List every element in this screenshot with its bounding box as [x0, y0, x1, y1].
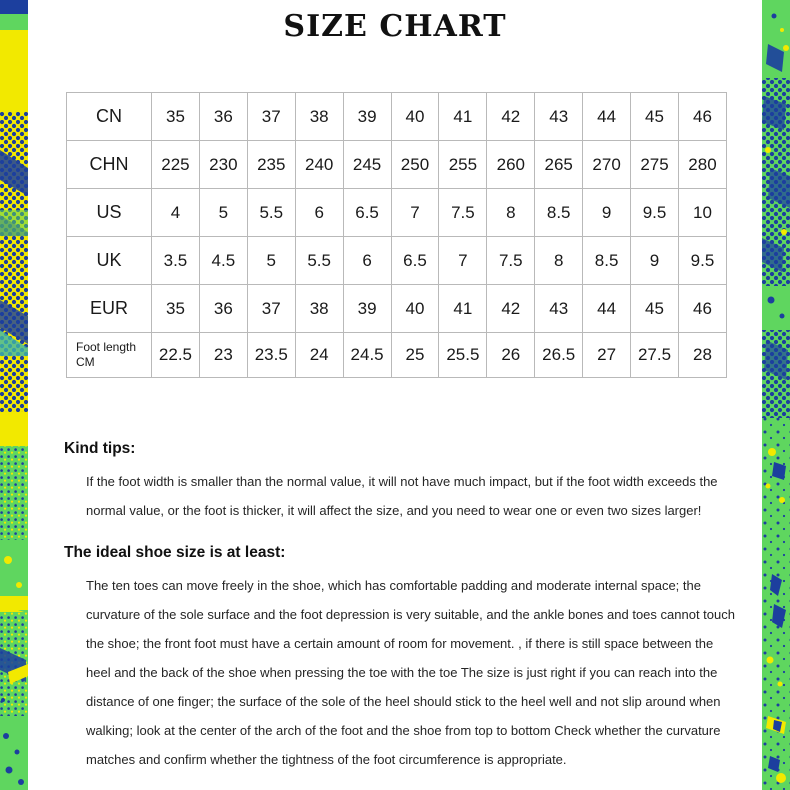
page-title: SIZE CHART — [283, 9, 507, 44]
table-cell: 39 — [343, 93, 391, 141]
table-cell: 42 — [487, 93, 535, 141]
table-cell: 6.5 — [391, 237, 439, 285]
table-cell: 43 — [535, 285, 583, 333]
table-cell: 46 — [678, 285, 726, 333]
table-cell: 4.5 — [199, 237, 247, 285]
table-cell: 235 — [247, 141, 295, 189]
row-label: CHN — [67, 141, 152, 189]
table-cell: 270 — [583, 141, 631, 189]
table-cell: 240 — [295, 141, 343, 189]
table-cell: 23.5 — [247, 333, 295, 378]
table-cell: 24.5 — [343, 333, 391, 378]
table-cell: 275 — [631, 141, 679, 189]
table-cell: 7.5 — [487, 237, 535, 285]
table-cell: 45 — [631, 93, 679, 141]
table-cell: 10 — [678, 189, 726, 237]
table-cell: 7 — [439, 237, 487, 285]
table-cell: 7.5 — [439, 189, 487, 237]
table-cell: 26 — [487, 333, 535, 378]
table-cell: 40 — [391, 93, 439, 141]
table-cell: 260 — [487, 141, 535, 189]
ideal-size-body: The ten toes can move freely in the shoe, which has comfortable padding and moderate internal space; the curvature of the sole surface and the foot depression is very suitable, and the ankle bones and toes cannot touch the shoe; the front foot must have a certain amount of room for movement. , if there is still space between the heel and the back of the shoe when pressing the toe with the toe The size is just right if you can reach into the distance of one finger; the surface of the sole of the heel should stick to the heel well and not slip around when walking; look at the center of the arch of the foot and the shoe from top to bottom Check whether the curvature matches and confirm whether the tightness of the foot circumference is appropriate. — [86, 578, 735, 767]
row-label: EUR — [67, 285, 152, 333]
table-cell: 3.5 — [152, 237, 200, 285]
table-cell: 42 — [487, 285, 535, 333]
table-cell: 38 — [295, 285, 343, 333]
table-row — [67, 93, 727, 141]
table-cell: 45 — [631, 285, 679, 333]
table-cell: 5.5 — [295, 237, 343, 285]
size-chart-table-body — [67, 93, 727, 378]
table-cell: 5 — [199, 189, 247, 237]
table-cell: 245 — [343, 141, 391, 189]
table-cell: 8.5 — [535, 189, 583, 237]
table-row — [67, 141, 727, 189]
row-label: CN — [67, 93, 152, 141]
table-cell: 8 — [487, 189, 535, 237]
table-cell: 6 — [295, 189, 343, 237]
table-cell: 27.5 — [631, 333, 679, 378]
row-label: UK — [67, 237, 152, 285]
table-row — [67, 189, 727, 237]
table-cell: 250 — [391, 141, 439, 189]
table-cell: 43 — [535, 93, 583, 141]
table-cell: 37 — [247, 285, 295, 333]
table-row — [67, 285, 727, 333]
table-cell: 6.5 — [343, 189, 391, 237]
table-cell: 6 — [343, 237, 391, 285]
table-cell: 41 — [439, 93, 487, 141]
table-cell: 255 — [439, 141, 487, 189]
table-cell: 22.5 — [152, 333, 200, 378]
table-cell: 9 — [583, 189, 631, 237]
table-cell: 26.5 — [535, 333, 583, 378]
table-cell: 8.5 — [583, 237, 631, 285]
table-cell: 8 — [535, 237, 583, 285]
table-cell: 39 — [343, 285, 391, 333]
table-cell: 40 — [391, 285, 439, 333]
kind-tips-block — [64, 440, 740, 525]
table-cell: 36 — [199, 285, 247, 333]
table-cell: 25 — [391, 333, 439, 378]
size-chart-table-wrapper — [66, 92, 727, 378]
table-cell: 38 — [295, 93, 343, 141]
table-cell: 280 — [678, 141, 726, 189]
table-cell: 36 — [199, 93, 247, 141]
table-cell: 35 — [152, 285, 200, 333]
table-cell: 24 — [295, 333, 343, 378]
table-cell: 44 — [583, 93, 631, 141]
kind-tips-heading: Kind tips: — [64, 440, 136, 457]
ideal-size-heading: The ideal shoe size is at least: — [64, 544, 286, 561]
table-cell: 230 — [199, 141, 247, 189]
table-row — [67, 333, 727, 378]
table-cell: 5 — [247, 237, 295, 285]
table-cell: 9 — [631, 237, 679, 285]
table-cell: 9.5 — [678, 237, 726, 285]
size-chart-page — [28, 0, 762, 790]
table-cell: 9.5 — [631, 189, 679, 237]
size-chart-table — [66, 92, 727, 378]
left-decorative-border — [0, 0, 28, 790]
table-cell: 28 — [678, 333, 726, 378]
table-cell: 265 — [535, 141, 583, 189]
table-cell: 27 — [583, 333, 631, 378]
table-cell: 23 — [199, 333, 247, 378]
table-cell: 37 — [247, 93, 295, 141]
table-cell: 46 — [678, 93, 726, 141]
table-cell: 41 — [439, 285, 487, 333]
row-label: US — [67, 189, 152, 237]
table-cell: 25.5 — [439, 333, 487, 378]
tips-section — [64, 440, 740, 774]
right-decorative-border — [762, 0, 790, 790]
row-label: Foot length CM — [67, 333, 152, 378]
ideal-size-block — [64, 544, 740, 774]
table-cell: 35 — [152, 93, 200, 141]
table-cell: 5.5 — [247, 189, 295, 237]
table-cell: 44 — [583, 285, 631, 333]
table-cell: 4 — [152, 189, 200, 237]
table-cell: 7 — [391, 189, 439, 237]
table-cell: 225 — [152, 141, 200, 189]
kind-tips-body: If the foot width is smaller than the normal value, it will not have much impact, but if the foot width exceeds the normal value, or the foot is thicker, it will affect the size, and you need to wear one or even two sizes larger! — [86, 474, 718, 518]
table-row — [67, 237, 727, 285]
